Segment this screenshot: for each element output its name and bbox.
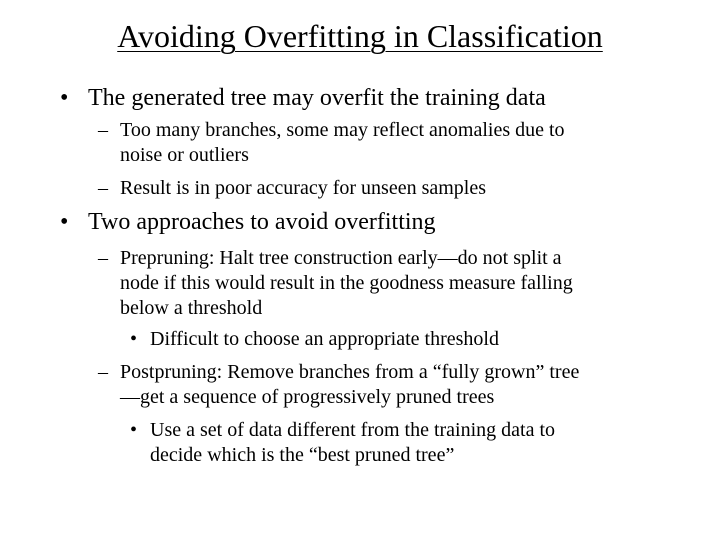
slide-title: Avoiding Overfitting in Classification: [117, 18, 603, 54]
bullet-marker: •: [60, 209, 69, 235]
subpoint-2-2-line-2: —get a sequence of progressively pruned trees: [120, 386, 495, 408]
subpoint-2-2-line-1: Postpruning: Remove branches from a “fully grown” tree: [120, 361, 580, 383]
subpoint-2-1-line-3: below a threshold: [120, 297, 263, 319]
subpoint-2-2-1-line-2: decide which is the “best pruned tree”: [150, 444, 455, 466]
subpoint-2-1-1-line-1: Difficult to choose an appropriate threshold: [150, 328, 499, 350]
dash-marker: –: [98, 361, 108, 383]
subpoint-2-1-line-1: Prepruning: Halt tree construction early—do not split a: [120, 247, 562, 269]
subpoint-2-1-line-2: node if this would result in the goodness measure falling: [120, 272, 573, 294]
bullet-marker: •: [60, 85, 69, 111]
subpoint-1-1-line-2: noise or outliers: [120, 144, 249, 166]
dash-marker: –: [98, 247, 108, 269]
subpoint-1-1-line-1: Too many branches, some may reflect anomalies due to: [120, 119, 565, 141]
bullet-point-1: The generated tree may overfit the training data: [88, 85, 546, 111]
bullet-marker: •: [130, 328, 138, 350]
bullet-marker: •: [130, 419, 138, 441]
dash-marker: –: [98, 119, 108, 141]
subpoint-2-2-1-line-1: Use a set of data different from the training data to: [150, 419, 556, 441]
subpoint-1-2-line-1: Result is in poor accuracy for unseen samples: [120, 177, 487, 199]
bullet-point-2: Two approaches to avoid overfitting: [88, 209, 436, 235]
dash-marker: –: [98, 177, 108, 199]
